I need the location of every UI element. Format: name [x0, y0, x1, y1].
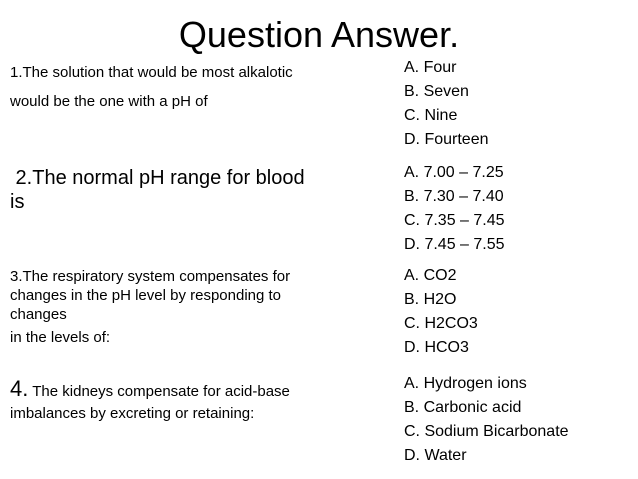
- option-3d: D. HCO3: [404, 339, 469, 356]
- question-3-options: [404, 264, 634, 360]
- question-3-line-1: 3.The respiratory system compensates for: [10, 268, 291, 285]
- question-3-line-2: changes in the pH level by responding to: [10, 287, 282, 304]
- question-4-line-1-text: The kidneys compensate for acid-base: [28, 383, 290, 400]
- question-2: [10, 166, 392, 214]
- question-4-options: [404, 372, 634, 468]
- question-4-line-2: imbalances by excreting or retaining:: [10, 405, 255, 422]
- question-1: [10, 58, 392, 116]
- question-4-number: 4.: [10, 376, 29, 401]
- option-1a: A. Four: [404, 59, 457, 76]
- question-1-line-2: would be the one with a pH of: [10, 93, 208, 110]
- question-2-line-2: is: [10, 191, 25, 213]
- option-4b: B. Carbonic acid: [404, 399, 522, 416]
- option-4a: A. Hydrogen ions: [404, 375, 527, 392]
- option-1c: C. Nine: [404, 107, 458, 124]
- question-3-line-4: in the levels of:: [10, 329, 111, 346]
- question-1-options: [404, 56, 634, 152]
- option-4c: C. Sodium Bicarbonate: [404, 423, 569, 440]
- question-3-line-3: changes: [10, 306, 67, 323]
- question-4-line-1: [10, 378, 392, 403]
- option-2d: D. 7.45 – 7.55: [404, 236, 505, 253]
- option-1d: D. Fourteen: [404, 131, 489, 148]
- question-3: [10, 267, 392, 347]
- question-2-line-1: 2.The normal pH range for blood: [10, 167, 305, 189]
- option-1b: B. Seven: [404, 83, 469, 100]
- option-2b: B. 7.30 – 7.40: [404, 188, 504, 205]
- option-3b: B. H2O: [404, 291, 457, 308]
- question-1-line-1: 1.The solution that would be most alkalotic: [10, 64, 293, 81]
- question-2-options: [404, 161, 634, 257]
- option-3c: C. H2CO3: [404, 315, 478, 332]
- option-2c: C. 7.35 – 7.45: [404, 212, 505, 229]
- option-3a: A. CO2: [404, 267, 457, 284]
- slide-title: Question Answer.: [178, 14, 460, 55]
- question-4: [10, 378, 392, 425]
- option-2a: A. 7.00 – 7.25: [404, 164, 504, 181]
- option-4d: D. Water: [404, 447, 467, 464]
